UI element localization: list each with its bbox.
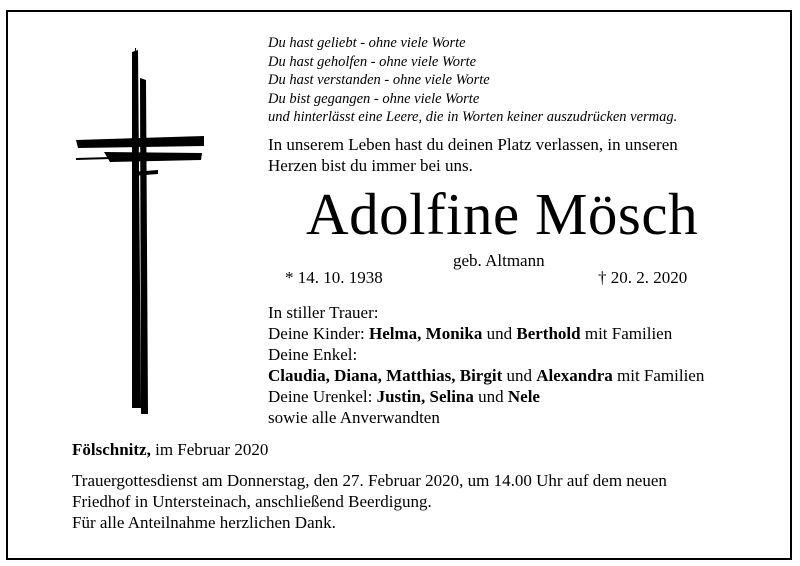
birth-date: * 14. 10. 1938 bbox=[285, 268, 383, 287]
death-date: † 20. 2. 2020 bbox=[598, 268, 688, 287]
poem-line: Du hast verstanden - ohne viele Worte bbox=[268, 72, 490, 88]
intro-line: Herzen bist du immer bei uns. bbox=[268, 156, 473, 175]
service-info bbox=[72, 470, 667, 533]
cross-icon bbox=[74, 48, 209, 418]
greatgrandchildren-prefix: Deine Urenkel: bbox=[268, 387, 377, 406]
mourners-grandchildren bbox=[268, 365, 704, 386]
grandchildren-suffix: mit Familien bbox=[612, 366, 705, 385]
intro-line: In unserem Leben hast du deinen Platz verlassen, in unseren bbox=[268, 135, 678, 154]
intro-text bbox=[268, 134, 678, 176]
grandchildren-last: Alexandra bbox=[536, 366, 613, 385]
place: Fölschnitz, bbox=[72, 440, 151, 459]
date: im Februar 2020 bbox=[150, 440, 269, 459]
poem-line: Du hast geliebt - ohne viele Worte bbox=[268, 35, 466, 51]
poem-line: Du bist gegangen - ohne viele Worte bbox=[268, 90, 480, 107]
children-prefix: Deine Kinder: bbox=[268, 324, 370, 343]
deceased-name: Adolfine Mösch bbox=[306, 181, 699, 247]
poem-line: und hinterlässt eine Leere, die in Worten keiner auszudrücken vermag. bbox=[268, 109, 678, 125]
grandchildren-and: und bbox=[502, 366, 537, 385]
children-suffix: mit Familien bbox=[580, 324, 673, 343]
service-line: Für alle Anteilnahme herzlichen Dank. bbox=[72, 513, 336, 532]
service-line: Trauergottesdienst am Donnerstag, den 27. Februar 2020, um 14.00 Uhr auf dem neuen bbox=[72, 471, 667, 490]
grandchildren-names: Claudia, Diana, Matthias, Birgit bbox=[268, 366, 503, 385]
mourners-greatgrandchildren bbox=[268, 386, 704, 407]
service-line: Friedhof in Untersteinach, anschließend Beerdigung. bbox=[72, 492, 432, 511]
place-date bbox=[72, 440, 268, 460]
children-last: Berthold bbox=[516, 324, 581, 343]
poem-line: Du hast geholfen - ohne viele Worte bbox=[268, 53, 477, 70]
greatgrandchildren-names: Justin, Selina bbox=[376, 387, 474, 406]
mourners-relatives: sowie alle Anverwandten bbox=[268, 408, 440, 427]
mourners-list bbox=[268, 302, 704, 428]
mourners-heading: In stiller Trauer: bbox=[268, 303, 379, 322]
greatgrandchildren-last: Nele bbox=[507, 387, 540, 406]
maiden-name: geb. Altmann bbox=[453, 251, 545, 270]
children-and: und bbox=[482, 324, 517, 343]
children-names: Helma, Monika bbox=[369, 324, 483, 343]
mourners-children bbox=[268, 323, 704, 344]
poem bbox=[268, 34, 677, 127]
greatgrandchildren-and: und bbox=[473, 387, 508, 406]
grandchildren-heading: Deine Enkel: bbox=[268, 345, 358, 364]
